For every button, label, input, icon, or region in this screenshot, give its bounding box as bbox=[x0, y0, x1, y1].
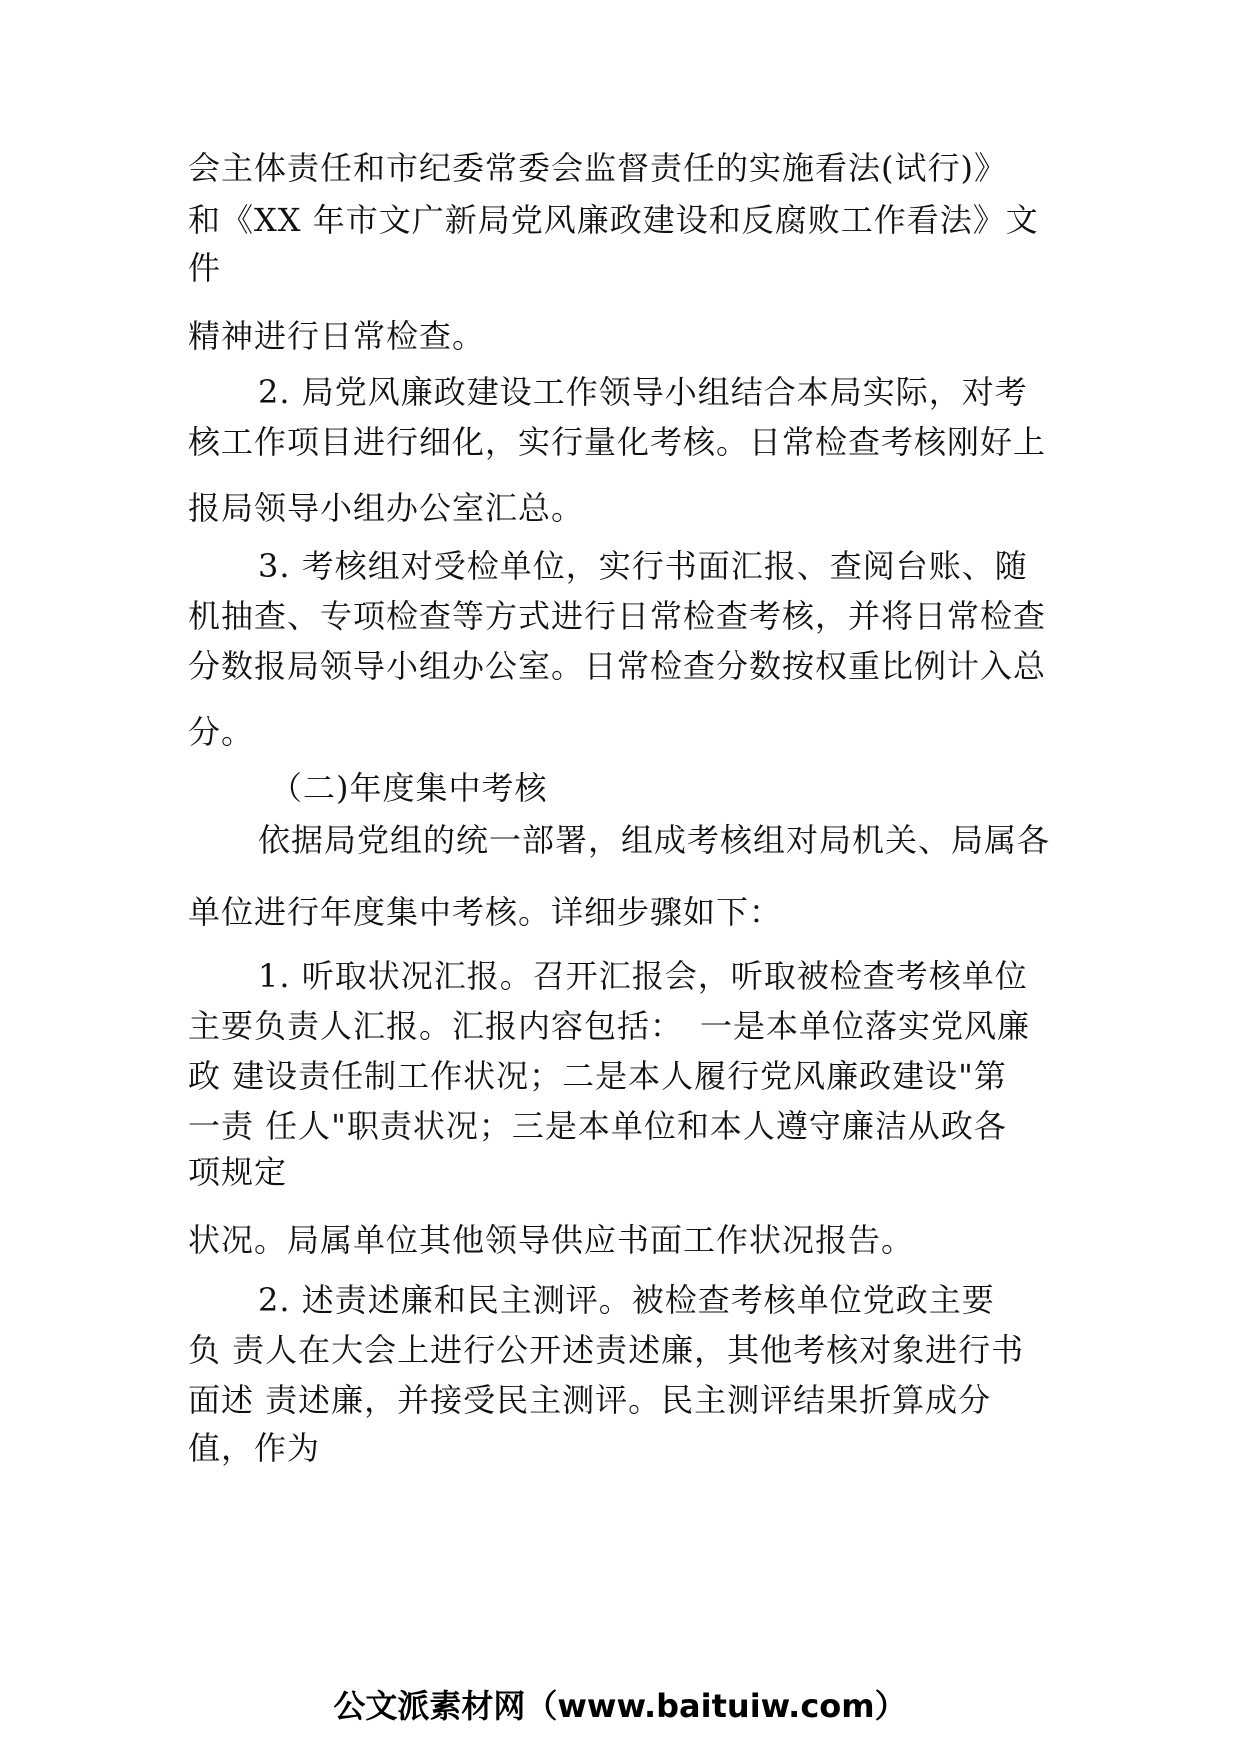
section-heading: （二)年度集中考核 bbox=[270, 769, 548, 807]
text-line: 和《XX 年市文广新局党风廉政建设和反腐败工作看法》文 bbox=[188, 201, 1039, 239]
text-line: 2. 述责述廉和民主测评。被检查考核单位党政主要 bbox=[258, 1281, 995, 1319]
text-line: 主要负责人汇报。汇报内容包括： 一是本单位落实党风廉 bbox=[188, 1007, 1031, 1045]
text-line: 状况。局属单位其他领导供应书面工作状况报告。 bbox=[188, 1221, 915, 1259]
text-line: 分。 bbox=[188, 713, 255, 751]
text-line: 依据局党组的统一部署，组成考核组对局机关、局属各 bbox=[258, 821, 1051, 859]
text-line: 值，作为 bbox=[188, 1429, 321, 1467]
text-line: 面述 责述廉，并接受民主测评。民主测评结果折算成分 bbox=[188, 1381, 992, 1419]
text-line: 会主体责任和市纪委常委会监督责任的实施看法(试行)》 bbox=[188, 149, 1007, 187]
text-line: 2. 局党风廉政建设工作领导小组结合本局实际，对考 bbox=[258, 373, 1028, 411]
text-line: 件 bbox=[188, 249, 222, 287]
text-line: 政 建设责任制工作状况；二是本人履行党风廉政建设"第 bbox=[188, 1057, 1007, 1095]
text-line: 核工作项目进行细化，实行量化考核。日常检查考核刚好上 bbox=[188, 423, 1047, 461]
footer-watermark: 公文派素材网（www.baituiw.com） bbox=[333, 1687, 907, 1725]
text-line: 精神进行日常检查。 bbox=[188, 317, 486, 355]
text-line: 负 责人在大会上进行公开述责述廉，其他考核对象进行书 bbox=[188, 1331, 1025, 1369]
text-line: 一责 任人"职责状况；三是本单位和本人遵守廉洁从政各 bbox=[188, 1107, 1007, 1145]
text-line: 3. 考核组对受检单位，实行书面汇报、查阅台账、随 bbox=[258, 547, 1028, 585]
text-line: 报局领导小组办公室汇总。 bbox=[188, 489, 585, 527]
text-line: 项规定 bbox=[188, 1153, 288, 1191]
text-line: 1. 听取状况汇报。召开汇报会，听取被检查考核单位 bbox=[258, 957, 1028, 995]
text-line: 机抽查、专项检查等方式进行日常检查考核，并将日常检查 bbox=[188, 597, 1047, 635]
text-line: 分数报局领导小组办公室。日常检查分数按权重比例计入总 bbox=[188, 647, 1047, 685]
text-line: 单位进行年度集中考核。详细步骤如下： bbox=[188, 893, 783, 931]
